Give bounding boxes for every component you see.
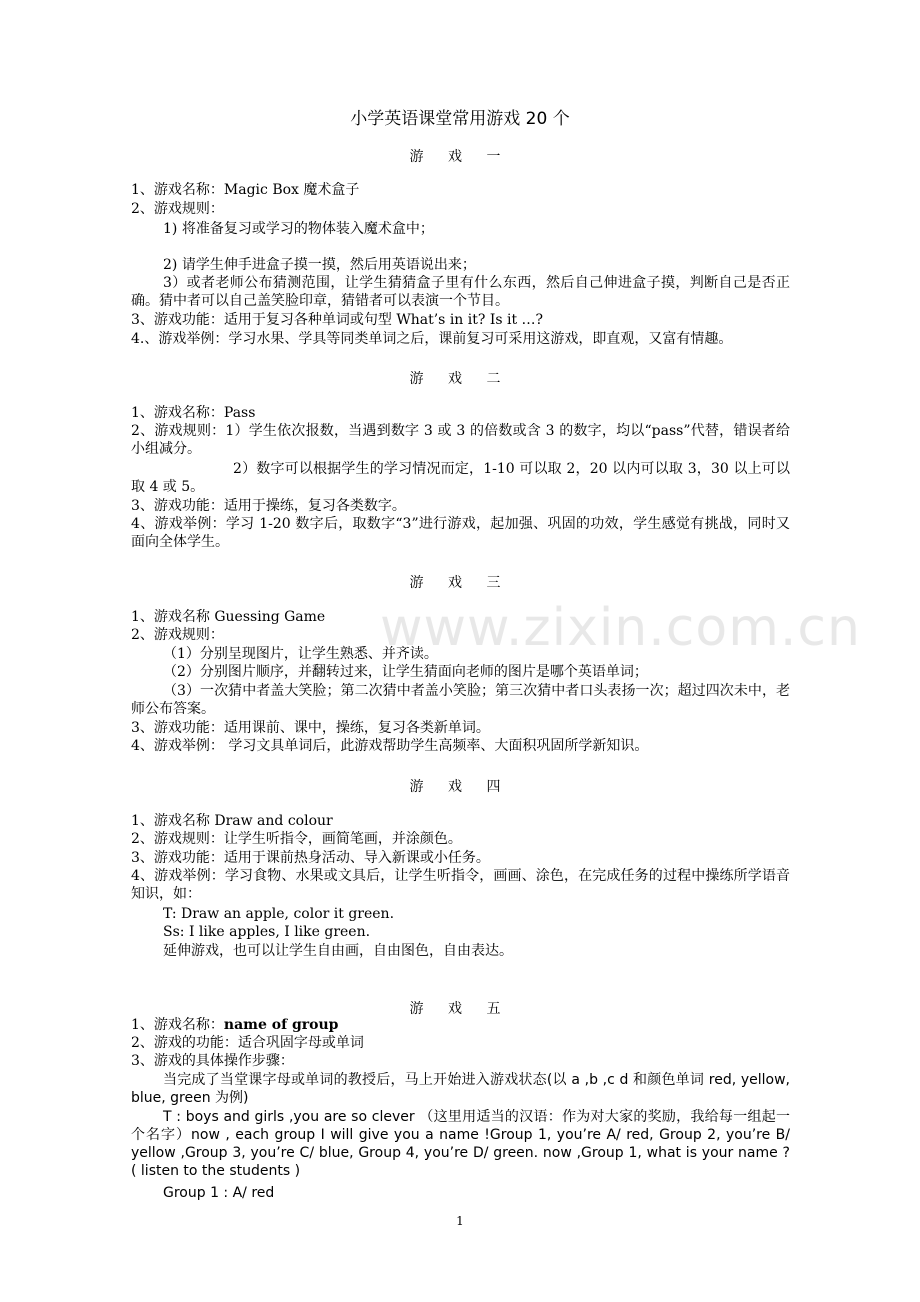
game5-name-value: name of group	[223, 1017, 339, 1033]
section-heading-game-1: 游 戏 一	[409, 149, 511, 165]
game5-steps-label: 3、游戏的具体操作步骤：	[131, 1053, 294, 1069]
game4-function: 3、游戏功能：适用于课前热身活动、导入新课或小任务。	[131, 850, 490, 866]
game5-name	[131, 1016, 338, 1034]
game1-name: 1、游戏名称：Magic Box 魔术盒子	[131, 182, 360, 198]
game1-rule-1: 1) 将准备复习或学习的物体装入魔术盒中；	[163, 221, 434, 237]
game5-step-intro: 当完成了当堂课字母或单词的教授后，马上开始进入游戏状态(以 a ,b ,c d 和颜色单词 red, yellow, blue, green 为例)	[131, 1072, 790, 1106]
game1-rule-3: 3）或者老师公布猜测范围，让学生猜猜盒子里有什么东西，然后自己伸进盒子摸，判断自己是否正确。猜中者可以自己盖笑脸印章，猜错者可以表演一个节目。	[131, 275, 790, 309]
game4-dialog-students: Ss: I like apples, I like green.	[163, 924, 371, 940]
game3-function: 3、游戏功能：适用课前、课中，操练，复习各类新单词。	[131, 720, 490, 736]
page-title: 小学英语课堂常用游戏 20 个	[350, 109, 570, 129]
game2-name: 1、游戏名称：Pass	[131, 405, 256, 421]
game2-rule-1: 2、游戏规则：1）学生依次报数，当遇到数字 3 或 3 的倍数或含 3 的数字，均以“pass”代替，错误者给小组减分。	[131, 423, 790, 457]
game4-rules: 2、游戏规则：让学生听指令，画简笔画，并涂颜色。	[131, 831, 462, 847]
game1-example: 4.、游戏举例：学习水果、学具等同类单词之后，课前复习可采用这游戏，即直观，又富有情趣。	[131, 331, 733, 347]
section-heading-game-4: 游 戏 四	[409, 779, 511, 795]
section-heading-game-5: 游 戏 五	[409, 1001, 511, 1017]
game3-rule-2: （2）分别图片顺序，并翻转过来，让学生猜面向老师的图片是哪个英语单词；	[163, 664, 648, 680]
game3-name: 1、游戏名称 Guessing Game	[131, 609, 326, 625]
game1-rules-label: 2、游戏规则：	[131, 201, 224, 217]
game5-step-dialog: T : boys and girls ,you are so clever （这里用适当的汉语：作为对大家的奖励，我给每一组起一个名字）now , each group I will give you a name !Group 1, you’re A/ red, Group 2, you’re B/ yellow ,Group 3, you’re C/ blue, Group 4, you’re D/ green. now ,Group 1, what is your name ? ( listen to the students )	[131, 1109, 790, 1179]
game2-function: 3、游戏功能：适用于操练，复习各类数字。	[131, 498, 406, 514]
game4-name: 1、游戏名称 Draw and colour	[131, 813, 333, 829]
game1-rule-2: 2) 请学生伸手进盒子摸一摸，然后用英语说出来；	[163, 257, 476, 273]
game3-rules-label: 2、游戏规则：	[131, 627, 224, 643]
game1-function: 3、游戏功能：适用于复习各种单词或句型 What’s in it? Is it …?	[131, 312, 544, 328]
game5-group-reply: Group 1 : A/ red	[163, 1185, 275, 1201]
game2-example: 4、游戏举例：学习 1-20 数字后，取数字“3”进行游戏，起加强、巩固的功效，学生感觉有挑战，同时又面向全体学生。	[131, 516, 790, 550]
game4-dialog-teacher: T: Draw an apple, color it green.	[163, 906, 395, 922]
game4-example: 4、游戏举例：学习食物、水果或文具后，让学生听指令，画画、涂色，在完成任务的过程中操练所学语音知识，如：	[131, 868, 790, 902]
section-heading-game-3: 游 戏 三	[409, 575, 511, 591]
watermark: www.zixin.com.cn	[380, 598, 861, 658]
game5-name-label: 1、游戏名称：	[131, 1017, 224, 1033]
game2-rule-2: 2）数字可以根据学生的学习情况而定，1-10 可以取 2，20 以内可以取 3，30 以上可以取 4 或 5。	[131, 461, 790, 495]
game4-extension: 延伸游戏，也可以让学生自由画，自由图色，自由表达。	[163, 943, 513, 959]
game3-rule-3: （3）一次猜中者盖大笑脸；第二次猜中者盖小笑脸；第三次猜中者口头表扬一次；超过四次未中，老师公布答案。	[131, 683, 790, 717]
page-number: 1	[456, 1214, 464, 1228]
game5-function: 2、游戏的功能：适合巩固字母或单词	[131, 1035, 364, 1051]
game3-rule-1: （1）分别呈现图片，让学生熟悉、并齐读。	[163, 646, 438, 662]
game3-example: 4、游戏举例： 学习文具单词后，此游戏帮助学生高频率、大面积巩固所学新知识。	[131, 738, 649, 754]
section-heading-game-2: 游 戏 二	[409, 371, 511, 387]
